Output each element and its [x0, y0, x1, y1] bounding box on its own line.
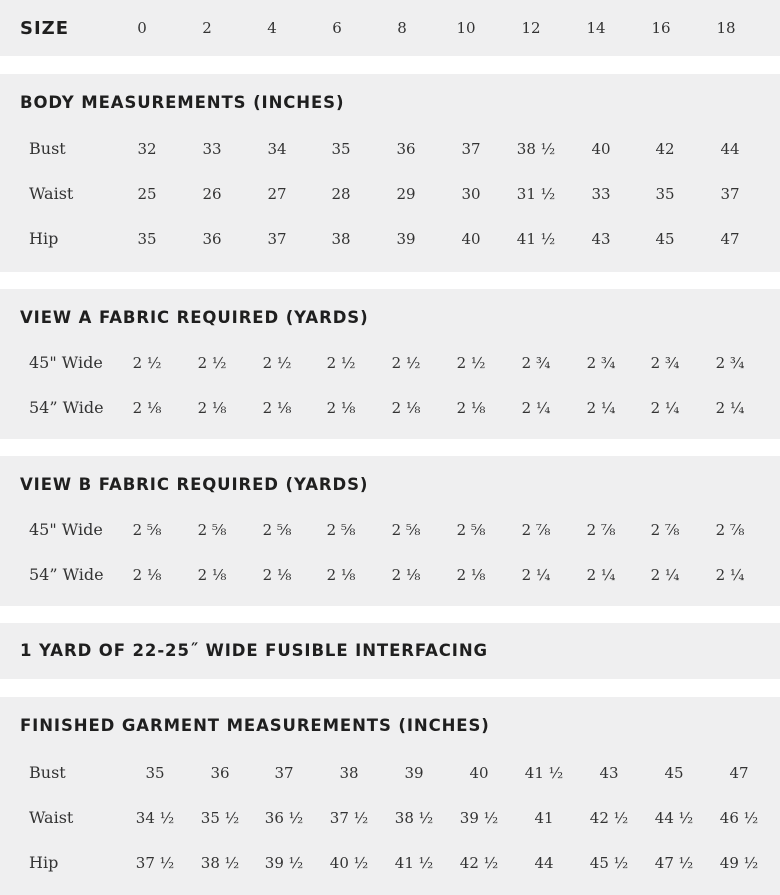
- table-cell: 37: [720, 185, 740, 203]
- table-cell: 37: [461, 140, 481, 158]
- size-cell: 14: [586, 19, 606, 37]
- table-cell: 38: [339, 764, 359, 782]
- table-cell: 2 ¼: [650, 399, 680, 417]
- finished-garment-section: [0, 697, 780, 895]
- table-cell: 39: [404, 764, 424, 782]
- table-cell: 40: [591, 140, 611, 158]
- table-cell: 2 ⅛: [132, 566, 162, 584]
- body-measurements-section: [0, 74, 780, 272]
- table-cell: 46 ½: [719, 809, 759, 827]
- interfacing-section: [0, 623, 780, 679]
- table-cell: 2 ⅛: [262, 399, 292, 417]
- table-cell: 35 ½: [200, 809, 240, 827]
- table-cell: 41 ½: [524, 764, 564, 782]
- table-cell: 2 ¼: [586, 566, 616, 584]
- table-cell: 30: [461, 185, 481, 203]
- table-cell: 2 ⅛: [326, 399, 356, 417]
- view-b-fabric-section: [0, 456, 780, 606]
- table-cell: 2 ¾: [650, 354, 680, 372]
- table-cell: 2 ⅝: [262, 521, 292, 539]
- view-a-fabric-heading: VIEW A FABRIC REQUIRED (YARDS): [20, 308, 369, 327]
- row-label: Hip: [29, 853, 59, 872]
- table-cell: 43: [599, 764, 619, 782]
- table-cell: 2 ⅛: [197, 399, 227, 417]
- table-cell: 2 ⅛: [262, 566, 292, 584]
- finished-garment-heading: FINISHED GARMENT MEASUREMENTS (INCHES): [20, 716, 490, 735]
- table-cell: 45: [655, 230, 675, 248]
- table-cell: 2 ¾: [715, 354, 745, 372]
- table-cell: 47: [720, 230, 740, 248]
- view-a-fabric-section: [0, 289, 780, 439]
- table-cell: 36: [396, 140, 416, 158]
- table-cell: 47: [729, 764, 749, 782]
- interfacing-heading: 1 YARD OF 22-25˝ WIDE FUSIBLE INTERFACING: [20, 641, 488, 660]
- table-cell: 2 ⅞: [586, 521, 616, 539]
- size-cell: 16: [651, 19, 671, 37]
- row-label: 54” Wide: [29, 398, 104, 417]
- table-cell: 31 ½: [516, 185, 556, 203]
- table-cell: 2 ½: [391, 354, 421, 372]
- row-label: 45" Wide: [29, 353, 103, 372]
- table-cell: 35: [145, 764, 165, 782]
- table-cell: 41: [534, 809, 554, 827]
- table-cell: 40: [461, 230, 481, 248]
- table-cell: 37: [274, 764, 294, 782]
- table-cell: 2 ¾: [586, 354, 616, 372]
- table-cell: 42 ½: [589, 809, 629, 827]
- size-cell: 4: [267, 19, 277, 37]
- table-cell: 25: [137, 185, 157, 203]
- table-cell: 29: [396, 185, 416, 203]
- table-cell: 40: [469, 764, 489, 782]
- table-cell: 44 ½: [654, 809, 694, 827]
- table-cell: 34 ½: [135, 809, 175, 827]
- table-cell: 37: [267, 230, 287, 248]
- table-cell: 2 ⅞: [650, 521, 680, 539]
- view-b-fabric-heading: VIEW B FABRIC REQUIRED (YARDS): [20, 475, 369, 494]
- row-label: Bust: [29, 139, 66, 158]
- table-cell: 2 ⅛: [197, 566, 227, 584]
- table-cell: 2 ¼: [586, 399, 616, 417]
- table-cell: 32: [137, 140, 157, 158]
- size-cell: 10: [456, 19, 476, 37]
- row-label: Hip: [29, 229, 59, 248]
- table-cell: 2 ⅞: [521, 521, 551, 539]
- body-measurements-heading: BODY MEASUREMENTS (INCHES): [20, 93, 345, 112]
- table-cell: 38 ½: [394, 809, 434, 827]
- size-cell: 8: [397, 19, 407, 37]
- row-label: 45" Wide: [29, 520, 103, 539]
- table-cell: 41 ½: [394, 854, 434, 872]
- table-cell: 2 ¼: [715, 566, 745, 584]
- table-cell: 2 ⅛: [456, 566, 486, 584]
- size-label: SIZE: [20, 18, 70, 39]
- table-cell: 2 ⅛: [456, 399, 486, 417]
- table-cell: 38 ½: [200, 854, 240, 872]
- table-cell: 2 ¼: [521, 399, 551, 417]
- table-cell: 2 ½: [326, 354, 356, 372]
- table-cell: 2 ½: [262, 354, 292, 372]
- table-cell: 44: [720, 140, 740, 158]
- table-cell: 37 ½: [329, 809, 369, 827]
- size-cell: 12: [521, 19, 541, 37]
- row-label: Waist: [29, 184, 74, 203]
- table-cell: 36 ½: [264, 809, 304, 827]
- table-cell: 2 ¼: [715, 399, 745, 417]
- table-cell: 39: [396, 230, 416, 248]
- table-cell: 2 ⅝: [326, 521, 356, 539]
- table-cell: 33: [202, 140, 222, 158]
- table-cell: 45 ½: [589, 854, 629, 872]
- size-cell: 6: [332, 19, 342, 37]
- table-cell: 2 ¼: [521, 566, 551, 584]
- table-cell: 2 ⅛: [391, 399, 421, 417]
- table-cell: 2 ⅛: [326, 566, 356, 584]
- table-cell: 36: [202, 230, 222, 248]
- size-header-band: [0, 0, 780, 56]
- size-cell: 18: [716, 19, 736, 37]
- table-cell: 2 ⅞: [715, 521, 745, 539]
- row-label: 54” Wide: [29, 565, 104, 584]
- table-cell: 35: [137, 230, 157, 248]
- table-cell: 2 ¼: [650, 566, 680, 584]
- table-cell: 27: [267, 185, 287, 203]
- table-cell: 41 ½: [516, 230, 556, 248]
- table-cell: 44: [534, 854, 554, 872]
- table-cell: 40 ½: [329, 854, 369, 872]
- table-cell: 37 ½: [135, 854, 175, 872]
- table-cell: 38: [331, 230, 351, 248]
- table-cell: 47 ½: [654, 854, 694, 872]
- table-cell: 43: [591, 230, 611, 248]
- table-cell: 49 ½: [719, 854, 759, 872]
- table-cell: 2 ⅝: [456, 521, 486, 539]
- table-cell: 35: [655, 185, 675, 203]
- table-cell: 42: [655, 140, 675, 158]
- row-label: Bust: [29, 763, 66, 782]
- table-cell: 2 ½: [456, 354, 486, 372]
- table-cell: 45: [664, 764, 684, 782]
- table-cell: 42 ½: [459, 854, 499, 872]
- size-cell: 2: [202, 19, 212, 37]
- table-cell: 34: [267, 140, 287, 158]
- table-cell: 35: [331, 140, 351, 158]
- row-label: Waist: [29, 808, 74, 827]
- table-cell: 2 ⅛: [391, 566, 421, 584]
- table-cell: 2 ⅝: [197, 521, 227, 539]
- size-cell: 0: [137, 19, 147, 37]
- table-cell: 39 ½: [264, 854, 304, 872]
- table-cell: 2 ⅝: [132, 521, 162, 539]
- table-cell: 39 ½: [459, 809, 499, 827]
- table-cell: 2 ⅝: [391, 521, 421, 539]
- table-cell: 36: [210, 764, 230, 782]
- table-cell: 38 ½: [516, 140, 556, 158]
- table-cell: 28: [331, 185, 351, 203]
- table-cell: 26: [202, 185, 222, 203]
- table-cell: 2 ½: [197, 354, 227, 372]
- table-cell: 33: [591, 185, 611, 203]
- table-cell: 2 ⅛: [132, 399, 162, 417]
- table-cell: 2 ¾: [521, 354, 551, 372]
- table-cell: 2 ½: [132, 354, 162, 372]
